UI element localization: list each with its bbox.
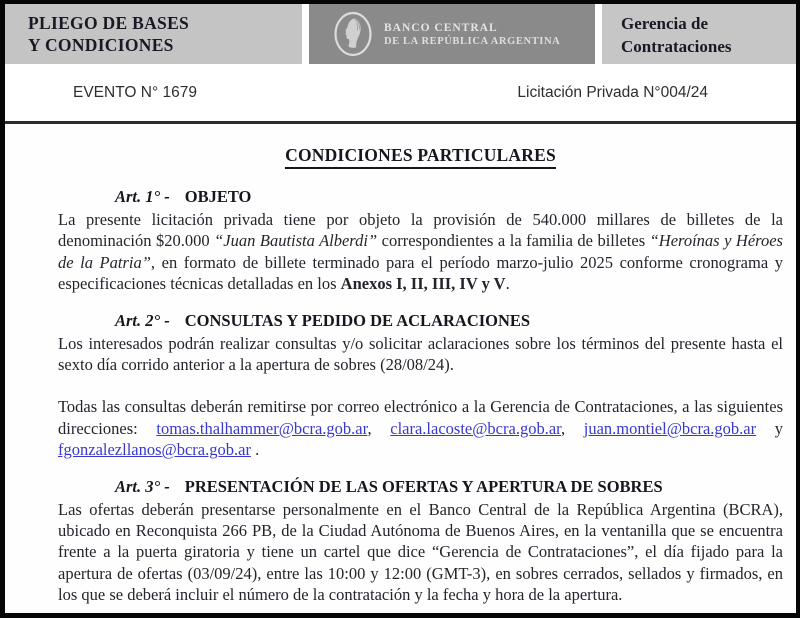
email-link[interactable]: clara.lacoste@bcra.gob.ar: [390, 418, 561, 438]
article-number: Art. 1° -: [115, 187, 170, 206]
paragraph: [58, 396, 783, 460]
bank-name-line2: DE LA REPÚBLICA ARGENTINA: [384, 35, 561, 47]
text-segment: y: [756, 418, 784, 438]
text-segment: .: [250, 440, 260, 460]
article-heading: [58, 310, 783, 332]
text-segment: , en formato de billete terminado para el período marzo-julio 2025 conforme cronograma y especificaciones técnicas detalladas en los: [58, 252, 783, 294]
document-title: CONDICIONES PARTICULARES: [58, 145, 783, 169]
bank-name-line1: BANCO CENTRAL: [384, 21, 498, 34]
event-number: EVENTO N° 1679: [73, 83, 197, 101]
article-heading: [58, 186, 783, 208]
text-segment: Las ofertas deberán presentarse personalmente en el Banco Central de la República Argentina (BCRA), ubicado en Reconquista 266 PB, de la Ciudad Autónoma de Buenos Aires, en la ventanilla que se encuentra frente a la puerta giratoria y tiene un cartel que dice “Gerencia de Contrataciones”, el día fijado para la apertura de ofertas (03/09/24), entre las 10:00 y 12:00 (GMT-3), en sobres cerrados, sellados y firmados, en los que se deberá incluir el número de la contratación y la fecha y hora de la apertura.: [58, 499, 783, 605]
article-title: CONSULTAS Y PEDIDO DE ACLARACIONES: [184, 310, 531, 330]
text-segment: ,: [367, 418, 391, 438]
article-number: Art. 2° -: [115, 310, 170, 330]
gerencia-line2: Contrataciones: [621, 37, 732, 56]
document-body: [5, 124, 796, 606]
email-link[interactable]: tomas.thalhammer@bcra.gob.ar: [156, 418, 368, 438]
article-heading: [58, 476, 783, 498]
text-segment: Todas las consultas deberán remitirse por correo electrónico a la Gerencia de Contrataciones, a las siguientes direcciones:: [58, 397, 783, 438]
text-segment: ,: [560, 418, 584, 438]
text-segment: “Juan Bautista Alberdi”: [214, 231, 378, 251]
bank-name: [384, 21, 560, 48]
pliego-title-line2: Y CONDICIONES: [28, 35, 174, 55]
text-segment: Anexos I, II, III, IV y V: [340, 274, 506, 294]
pliego-title-line1: PLIEGO DE BASES: [28, 13, 190, 33]
pliego-title-box: [5, 4, 302, 64]
paragraph: [58, 499, 783, 606]
gerencia-title-box: [602, 4, 796, 64]
text-segment: correspondientes a la familia de billetes: [377, 231, 650, 251]
paragraph: [58, 209, 783, 295]
article-body: [58, 333, 783, 461]
article-objeto: [58, 186, 783, 295]
article-title: OBJETO: [184, 187, 252, 206]
article-body: [58, 209, 783, 295]
document-header: [5, 4, 796, 64]
text-segment: “Heroínas y Héroes de la Patria”: [58, 231, 783, 272]
licitacion-number: Licitación Privada N°004/24: [517, 83, 708, 101]
paragraph: [58, 333, 783, 376]
meta-row: [5, 64, 796, 121]
text-segment: Los interesados podrán realizar consultas y/o solicitar aclaraciones sobre los términos del presente hasta el sexto día corrido anterior a la apertura de sobres (28/08/24).: [58, 333, 783, 375]
gerencia-line1: Gerencia de: [621, 14, 709, 33]
text-segment: .: [505, 274, 510, 294]
email-link[interactable]: fgonzalezllanos@bcra.gob.ar: [58, 440, 251, 460]
email-link[interactable]: juan.montiel@bcra.gob.ar: [583, 418, 757, 438]
article-number: Art. 3° -: [115, 476, 170, 496]
article-consultas: [58, 310, 783, 461]
text-segment: La presente licitación privada tiene por objeto la provisión de 540.000 millares de billetes de la denominación $20.000: [58, 210, 783, 251]
article-presentacion-ofertas: [58, 476, 783, 606]
article-body: [58, 499, 783, 606]
bcra-coin-emblem-icon: [333, 11, 373, 57]
article-title: PRESENTACIÓN DE LAS OFERTAS Y APERTURA DE SOBRES: [184, 476, 663, 496]
bcra-logo-box: [309, 4, 595, 64]
